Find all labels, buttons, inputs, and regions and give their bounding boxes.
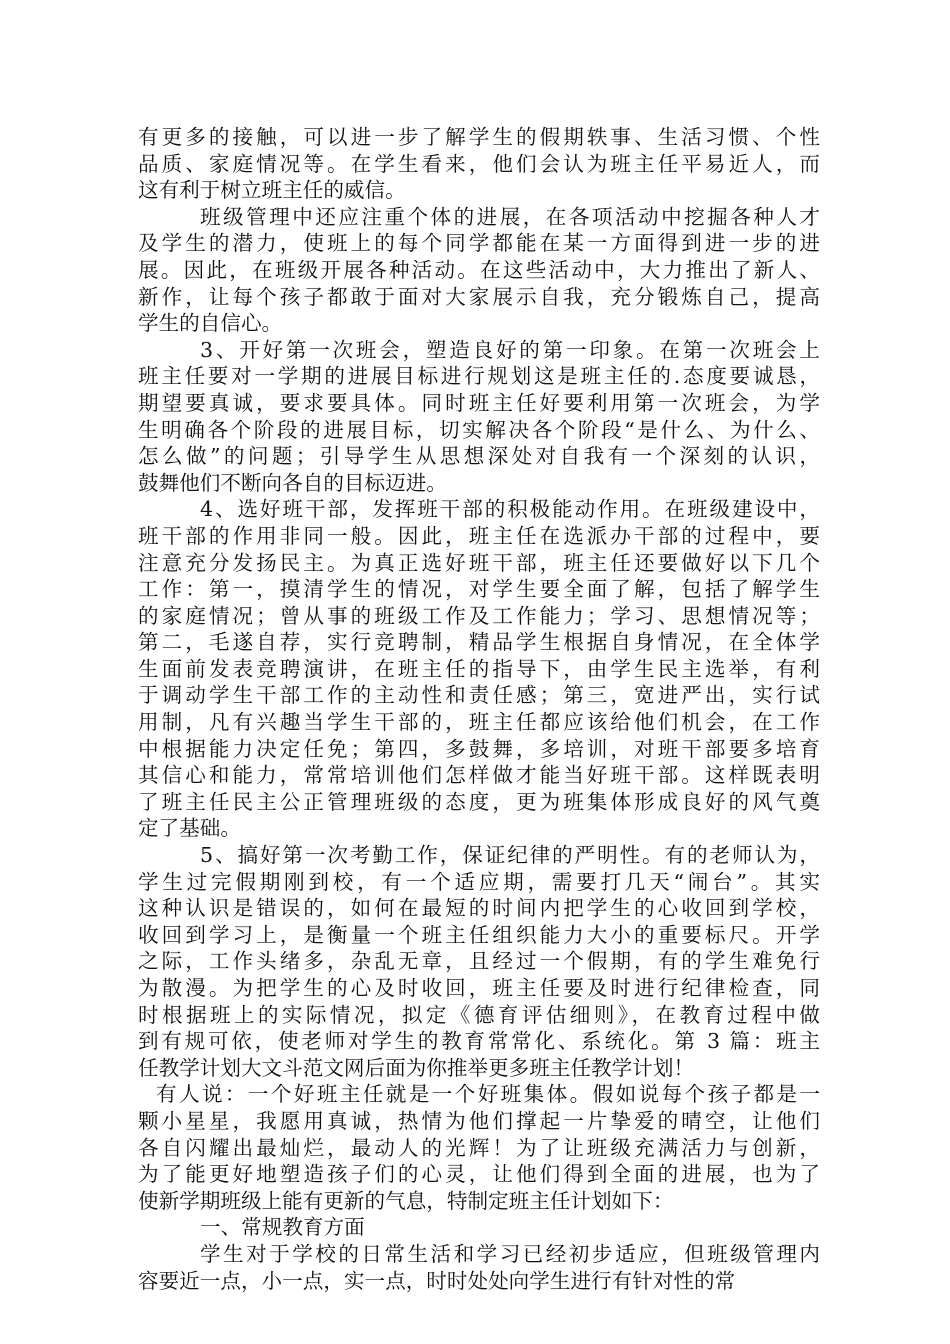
text-line: 班主任要对一学期的进展目标进行规划这是班主任的.态度要诚恳， <box>138 364 820 389</box>
text-line: 学生的自信心。 <box>138 311 283 336</box>
text-line: 学生对于学校的日常生活和学习已经初步适应，但班级管理内 <box>200 1241 820 1266</box>
text-line: 第二，毛遂自荐，实行竞聘制，精品学生根据自身情况，在全体学 <box>138 630 820 655</box>
text-line: 时根据班上的实际情况，拟定《德育评估细则》，在教育过程中做 <box>138 1002 820 1027</box>
paragraph-p4 <box>138 496 820 842</box>
paragraph-p8 <box>138 1241 820 1294</box>
paragraph-p1 <box>138 124 820 204</box>
text-line: 这种认识是错误的，如何在最短的时间内把学生的心收回到学校， <box>138 896 820 921</box>
text-line: 为了能更好地塑造孩子们的心灵，让他们得到全面的进展，也为了 <box>138 1162 820 1187</box>
text-line: 容要近一点，小一点，实一点，时时处处向学生进行有针对性的常 <box>138 1268 736 1293</box>
text-line: 5、搞好第一次考勤工作，保证纪律的严明性。有的老师认为， <box>200 843 820 868</box>
text-line: 任教学计划大文斗范文网后面为你推举更多班主任教学计划！ <box>138 1055 695 1080</box>
text-line: 为散漫。为把学生的心及时收回，班主任要及时进行纪律检查，同 <box>138 976 820 1000</box>
text-line: 其信心和能力，常常培训他们怎样做才能当好班干部。这样既表明 <box>138 763 820 788</box>
text-line: 怎么做”的问题；引导学生从思想深处对自我有一个深刻的认识， <box>138 444 820 469</box>
paragraph-p6 <box>138 1081 820 1214</box>
text-line: 期望要真诚，要求要具体。同时班主任好要利用第一次班会，为学 <box>138 390 820 415</box>
text-line: 有更多的接触，可以进一步了解学生的假期轶事、生活习惯、个性 <box>138 125 820 149</box>
text-line: 一、常规教育方面 <box>200 1215 365 1240</box>
text-line: 各自闪耀出最灿烂，最动人的光辉！为了让班级充满活力与创新， <box>138 1135 820 1160</box>
text-line: 及学生的潜力，使班上的每个同学都能在某一方面得到进一步的进 <box>138 231 820 256</box>
text-line: 之际，工作头绪多，杂乱无章，且经过一个假期，有的学生难免行 <box>138 949 820 974</box>
text-line: 生面前发表竞聘演讲，在班主任的指导下，由学生民主选举，有利 <box>138 656 820 681</box>
text-line: 用制，凡有兴趣当学生干部的，班主任都应该给他们机会，在工作 <box>138 710 820 735</box>
text-line: 展。因此，在班级开展各种活动。在这些活动中，大力推出了新人、 <box>138 257 820 282</box>
text-line: 工作：第一，摸清学生的情况，对学生要全面了解，包括了解学生 <box>138 577 820 602</box>
text-line: 颗小星星，我愿用真诚，热情为他们撑起一片挚爱的晴空，让他们 <box>138 1108 820 1133</box>
text-line: 到有规可依，使老师对学生的教育常常化、系统化。第 3 篇：班主 <box>138 1029 820 1054</box>
text-line: 4、选好班干部，发挥班干部的积极能动作用。在班级建设中， <box>200 497 820 522</box>
text-line: 于调动学生干部工作的主动性和责任感；第三，宽进严出，实行试 <box>138 683 820 708</box>
text-line: 学生过完假期刚到校，有一个适应期，需要打几天“闹台”。其实 <box>138 869 820 894</box>
text-line: 收回到学习上，是衡量一个班主任组织能力大小的重要标尺。开学 <box>138 922 820 947</box>
text-line: 鼓舞他们不断向各自的目标迈进。 <box>138 470 447 495</box>
text-line: 的家庭情况；曾从事的班级工作及工作能力；学习、思想情况等； <box>138 603 820 628</box>
text-line: 注意充分发扬民主。为真正选好班干部，班主任还要做好以下几个 <box>138 550 820 575</box>
document-body <box>138 124 820 1294</box>
text-line: 这有利于树立班主任的威信。 <box>138 178 406 203</box>
text-line: 定了基础。 <box>138 816 241 841</box>
text-line: 班级管理中还应注重个体的进展，在各项活动中挖掘各种人才 <box>200 204 820 229</box>
text-line: 班干部的作用非同一般。因此，班主任在选派办干部的过程中，要 <box>138 523 820 548</box>
paragraph-p3 <box>138 337 820 497</box>
text-line: 有人说：一个好班主任就是一个好班集体。假如说每个孩子都是一 <box>156 1082 820 1107</box>
text-line: 中根据能力决定任免；第四，多鼓舞，多培训，对班干部要多培育 <box>138 736 820 761</box>
text-line: 生明确各个阶段的进展目标，切实解决各个阶段“是什么、为什么、 <box>138 417 820 442</box>
text-line: 品质、家庭情况等。在学生看来，他们会认为班主任平易近人，而 <box>138 151 820 176</box>
text-line: 了班主任民主公正管理班级的态度，更为班集体形成良好的风气奠 <box>138 789 820 814</box>
text-line: 新作，让每个孩子都敢于面对大家展示自我，充分锻炼自己，提高 <box>138 284 820 309</box>
text-line: 使新学期班级上能有更新的气息，特制定班主任计划如下： <box>138 1188 674 1213</box>
paragraph-p5 <box>138 842 820 1081</box>
paragraph-p7 <box>138 1214 820 1241</box>
document-page <box>138 124 820 1294</box>
text-line: 3、开好第一次班会，塑造良好的第一印象。在第一次班会上 <box>200 337 820 362</box>
paragraph-p2 <box>138 204 820 337</box>
